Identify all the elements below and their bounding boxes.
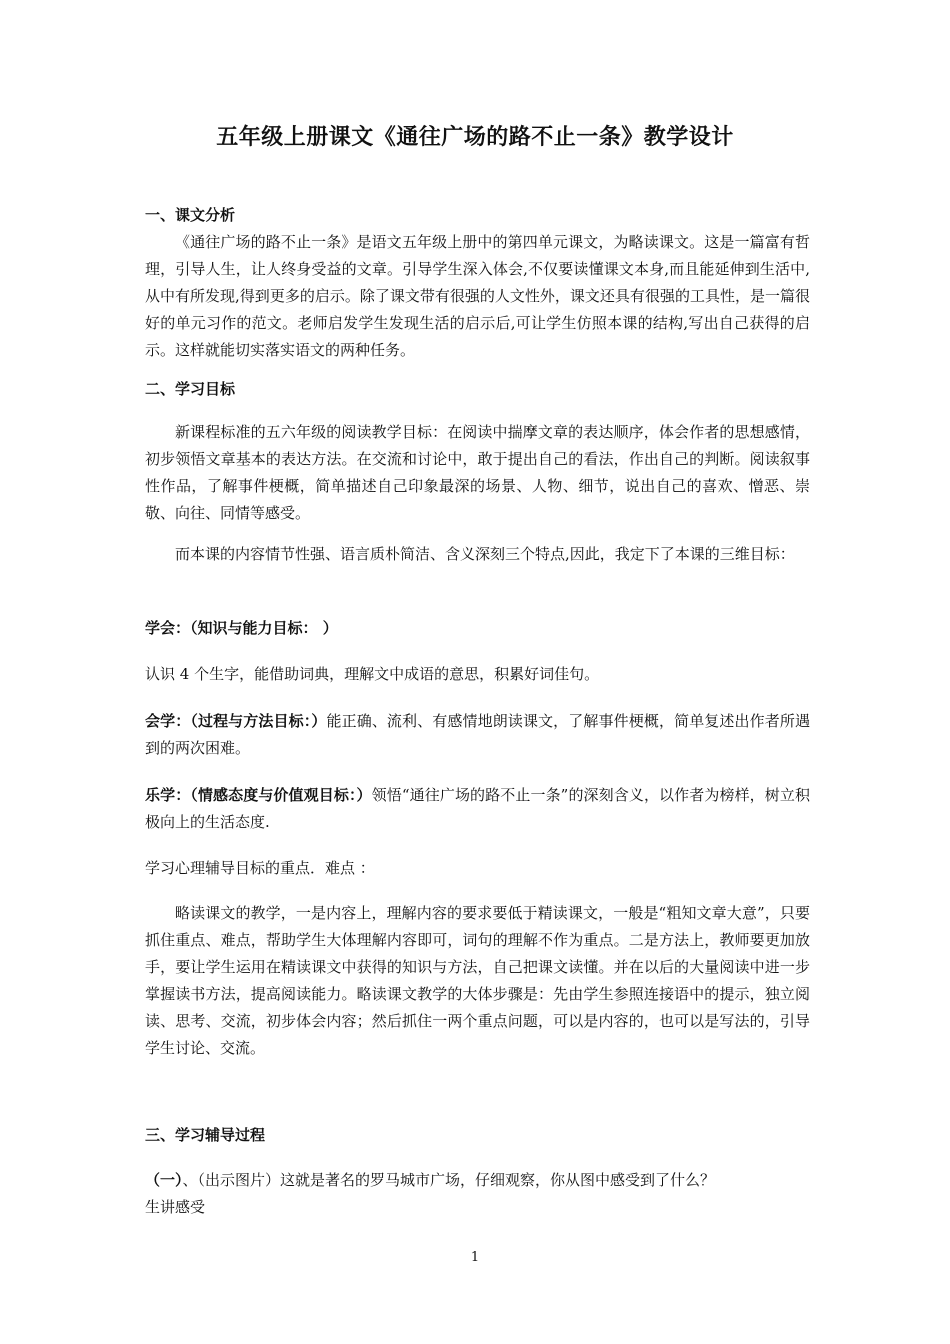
section3-heading: 三、学习辅导过程 bbox=[145, 1126, 266, 1144]
goal3-text: 领悟“通往广场的路不止一条”的深刻含义，以作者为榜样，树立积极向上的生活态度. bbox=[145, 786, 810, 831]
keypoint-line: 学习心理辅导目标的重点．难点 ： bbox=[145, 859, 375, 877]
section2-para2: 而本课的内容情节性强、语言质朴简洁、含义深刻三个特点,因此，我定下了本课的三维目标： bbox=[175, 545, 795, 563]
section2-para3: 略读课文的教学，一是内容上，理解内容的要求要低于精读课文，一般是“粗知文章大意”，只要抓住重点、难点，帮助学生大体理解内容即可，词句的理解不作为重点。二是方法上，教师要更加放手，要让学生运用在精读课文中获得的知识与方法，自己把课文读懂。并在以后的大量阅读中进一步掌握读书方法，提高阅读能力。略读课文教学的大体步骤是：先由学生参照连接语中的提示，独立阅读、思考、交流，初步体会内容；然后抓住一两个重点问题，可以是内容的，也可以是写法的，引导学生讨论、交流。 bbox=[145, 904, 810, 1057]
step1-paragraph bbox=[145, 1167, 810, 1221]
goal3-label: 乐学：（情感态度与价值观目标：） bbox=[145, 786, 372, 804]
section1-body: 《通往广场的路不止一条》是语文五年级上册中的第四单元课文，为略读课文。这是一篇富有哲理，引导人生，让人终身受益的文章。引导学生深入体会,不仅要读懂课文本身,而且能延伸到生活中,从中有所发现,得到更多的启示。除了课文带有很强的人文性外，课文还具有很强的工具性，是一篇很好的单元习作的范文。老师启发学生发现生活的启示后,可让学生仿照本课的结构,写出自己获得的启示。这样就能切实落实语文的两种任务。 bbox=[145, 233, 810, 359]
section2-para1: 新课程标准的五六年级的阅读教学目标：在阅读中揣摩文章的表达顺序，体会作者的思想感情，初步领悟文章基本的表达方法。在交流和讨论中，敢于提出自己的看法，作出自己的判断。阅读叙事性作品，了解事件梗概，简单描述自己印象最深的场景、人物、细节，说出自己的喜欢、憎恶、崇敬、向往、同情等感受。 bbox=[145, 423, 810, 522]
document-title: 五年级上册课文《通往广场的路不止一条》教学设计 bbox=[216, 125, 734, 150]
step1-text2: 生讲感受 bbox=[145, 1198, 206, 1216]
step1-text: 、（出示图片）这就是著名的罗马城市广场，仔细观察，你从图中感受到了什么？ bbox=[182, 1171, 716, 1189]
page-number: 1 bbox=[470, 1250, 480, 1265]
goal2-paragraph bbox=[145, 708, 810, 762]
section1-heading: 一、课文分析 bbox=[145, 206, 236, 224]
step1-label: （一） bbox=[145, 1171, 183, 1189]
goal1-text: 认识 4 个生字，能借助词典，理解文中成语的意思，积累好词佳句。 bbox=[145, 665, 600, 683]
section2-heading: 二、学习目标 bbox=[145, 380, 236, 398]
goal2-label: 会学：（过程与方法目标：） bbox=[145, 712, 327, 730]
goal1-label: 学会：（知识与能力目标： ） bbox=[145, 619, 338, 637]
goal3-paragraph bbox=[145, 782, 810, 836]
goal2-text: 能正确、流利、有感情地朗读课文，了解事件梗概，简单复述出作者所遇到的两次困难。 bbox=[145, 712, 810, 757]
